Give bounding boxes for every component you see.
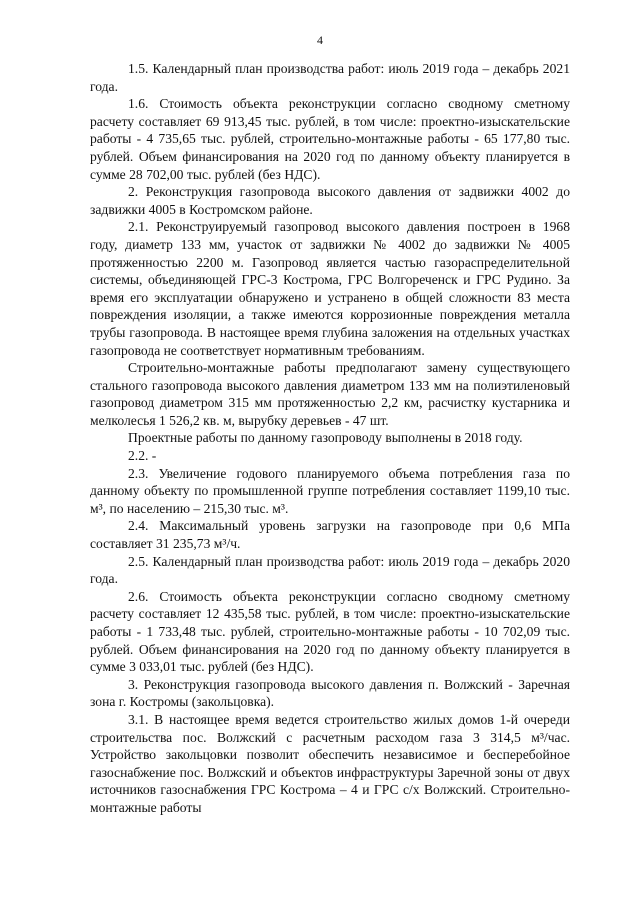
paragraph-1-5: 1.5. Календарный план производства работ: июль 2019 года – декабрь 2021 года. bbox=[90, 61, 570, 94]
paragraph-2-3: 2.3. Увеличение годового планируемого объема потребления газа по данному объекту по промышленной группе потребления составляет 1199,10 тыс. м³, по населению – 215,30 тыс. м³. bbox=[90, 465, 570, 516]
paragraph-design-works: Проектные работы по данному газопроводу выполнены в 2018 году. bbox=[128, 430, 523, 446]
document-body bbox=[90, 60, 570, 817]
paragraph-3-1: 3.1. В настоящее время ведется строительство жилых домов 1-й очереди строительства пос. Волжский с расчетным расходом газа 3 314,5 м³/час. Устройство закольцовки позволит обеспечить независимое и бесперебойное газоснабжение пос. Волжский и объектов инфраструктуры Заречной зоны от двух источников газоснабжения ГРС Кострома – 4 и ГРС с/х Волжский. Строительно-монтажные работы bbox=[90, 711, 570, 815]
paragraph-2-heading: 2. Реконструкция газопровода высокого давления от задвижки 4002 до задвижки 4005 в Костромском районе. bbox=[90, 184, 570, 217]
paragraph-2-4: 2.4. Максимальный уровень загрузки на газопроводе при 0,6 МПа составляет 31 235,73 м³/ч. bbox=[90, 518, 570, 552]
paragraph-1-6: 1.6. Стоимость объекта реконструкции согласно сводному сметному расчету составляет 69 913,45 тыс. рублей, в том числе: проектно-изыскательские работы - 4 735,65 тыс. рублей, строительно-монтажные работы - 65 177,80 тыс. рублей. Объем финансирования на 2020 год по данному объекту планируется в сумме 28 702,00 тыс. рублей (без НДС). bbox=[90, 96, 570, 182]
paragraph-2-6: 2.6. Стоимость объекта реконструкции согласно сводному сметному расчету составляет 12 435,58 тыс. рублей, в том числе: проектно-изыскательские работы - 1 733,48 тыс. рублей, строительно-монтажные работы - 10 702,09 тыс. рублей. Объем финансирования на 2020 год по данному объекту планируется в сумме 3 033,01 тыс. рублей (без НДС). bbox=[90, 588, 570, 675]
paragraph-2-2: 2.2. - bbox=[128, 448, 157, 464]
paragraph-construction-works: Строительно-монтажные работы предполагают замену существующего стального газопровода высокого давления диаметром 133 мм на полиэтиленовый газопровод диаметром 315 мм протяженностью 2,2 км, расчистку кустарника и мелколесья 1 526,2 кв. м, вырубку деревьев - 47 шт. bbox=[90, 360, 570, 428]
paragraph-2-1: 2.1. Реконструируемый газопровод высокого давления построен в 1968 году, диаметр 133 мм, участок от задвижки № 4002 до задвижки № 4005 протяженностью 2200 м. Газопровод является частью газораспределительной системы, объединяющей ГРС-3 Кострома, ГРС Волгореченск и ГРС Рудино. За время его эксплуатации обнаружено и устранено в общей сложности 83 места повреждения изоляции, а также имеются коррозионные повреждения металла трубы газопровода. В настоящее время глубина заложения на отдельных участках газопровода не соответствует нормативным требованиям. bbox=[90, 219, 570, 358]
paragraph-3-heading: 3. Реконструкция газопровода высокого давления п. Волжский - Заречная зона г. Костромы (закольцовка). bbox=[90, 676, 570, 710]
page-number: 4 bbox=[317, 33, 323, 47]
paragraph-2-5: 2.5. Календарный план производства работ: июль 2019 года – декабрь 2020 года. bbox=[90, 553, 570, 587]
